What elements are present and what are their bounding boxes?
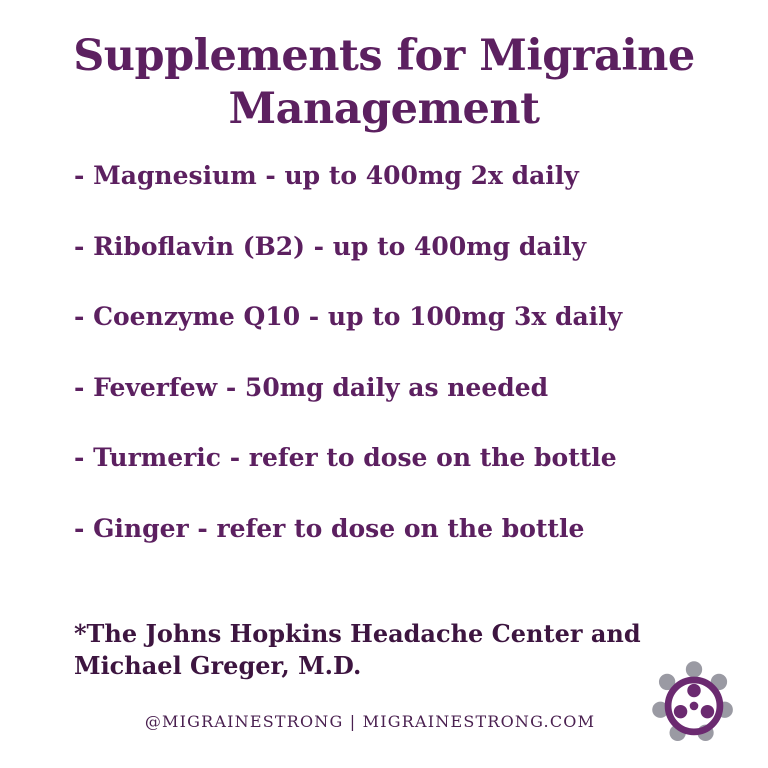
supplement-list: [74, 162, 714, 585]
list-item: - Coenzyme Q10 - up to 100mg 3x daily: [74, 302, 623, 331]
list-item: - Ginger - refer to dose on the bottle: [74, 513, 585, 543]
list-item: - Feverfew - 50mg daily as needed: [74, 372, 549, 402]
list-item: - Magnesium - up to 400mg 2x daily: [74, 161, 579, 190]
list-item: - Riboflavin (B2) - up to 400mg daily: [74, 231, 587, 261]
migraine-strong-flower-logo-icon: [646, 656, 742, 752]
footer-handle: @MIGRAINESTRONG | MIGRAINESTRONG.COM: [144, 712, 596, 731]
source-note: *The Johns Hopkins Headache Center and Michael Greger, M.D.: [74, 619, 641, 681]
list-item: - Turmeric - refer to dose on the bottle: [74, 443, 617, 472]
page-title: Supplements for Migraine Management: [73, 31, 695, 135]
